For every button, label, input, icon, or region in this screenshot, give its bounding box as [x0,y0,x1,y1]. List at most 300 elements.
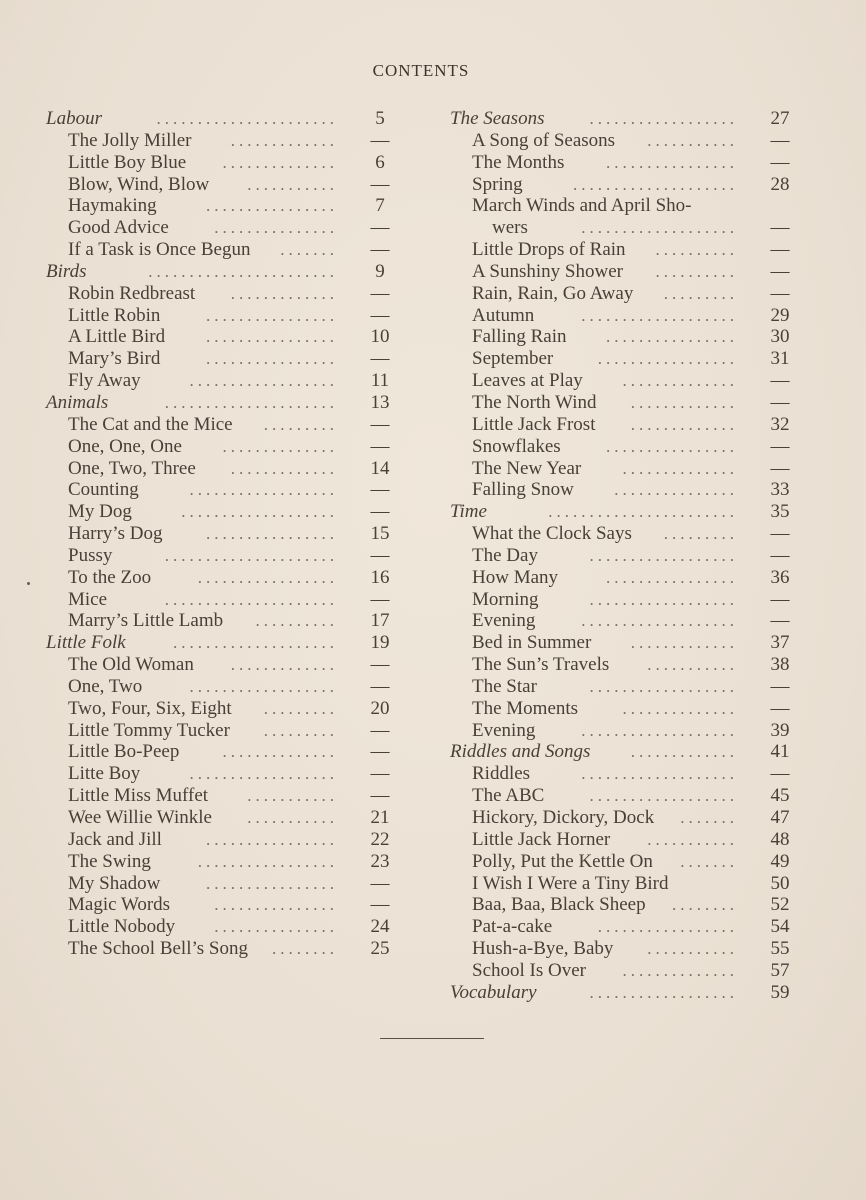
toc-entry [46,763,400,785]
toc-page-number: 59 [770,981,790,1003]
toc-page-number: 32 [770,413,790,435]
toc-page-number: — [370,741,390,763]
toc-entry [46,458,400,480]
toc-entry [450,152,800,174]
toc-entry [450,392,800,414]
toc-entry-title: Wee Willie Winkle [68,807,212,828]
toc-entry-title: The Moments [472,697,579,719]
toc-entry-title: Blow, Wind, Blow [68,173,210,195]
toc-entry [450,567,800,589]
toc-entry [46,894,400,916]
dot-leader: .............. [222,742,338,762]
toc-entry-title: Marry’s Little Lamb [68,610,224,632]
toc-page-number: 55 [770,938,790,960]
toc-entry-title: Evening [472,610,536,632]
end-rule [380,1038,484,1039]
toc-section-entry [450,108,800,130]
dot-leader: ........ [672,895,738,915]
toc-page-number: — [770,523,790,545]
toc-entry [46,130,400,152]
toc-entry-title: Morning [472,588,539,610]
toc-page-number: 24 [370,916,390,938]
dot-leader: ........... [247,786,338,806]
toc-entry-title: Polly, Put the Kettle On [472,850,653,872]
dot-leader: ......... [263,414,338,434]
toc-page-number: — [770,457,790,479]
toc-entry [450,545,800,567]
dot-leader: ........... [647,130,738,150]
toc-entry [46,326,400,348]
dot-leader: ........... [647,939,738,959]
toc-section-entry [46,261,400,283]
toc-entry-title: Rain, Rain, Go Away [472,282,634,304]
toc-entry-title: My Dog [68,501,132,523]
toc-entry-title: To the Zoo [68,566,152,588]
toc-page-number: 52 [770,894,790,916]
toc-page-number: 35 [770,501,790,523]
toc-entry-title: Autumn [472,304,535,326]
toc-entry [46,567,400,589]
toc-entry [450,130,800,152]
dot-leader: ........... [647,655,738,675]
dot-leader: ................ [606,436,738,456]
toc-entry [450,326,800,348]
toc-entry-title: Baa, Baa, Black Sheep [472,894,646,916]
toc-entry [450,261,800,283]
toc-entry [46,523,400,545]
dot-leader: ................... [181,502,338,522]
toc-entry [46,698,400,720]
dot-leader: ................. [597,917,738,937]
dot-leader: .............. [222,436,338,456]
toc-page-number: 28 [770,173,790,195]
toc-entry-title: The Star [472,675,537,697]
toc-page-number: — [370,501,390,523]
toc-entry [450,523,800,545]
toc-page-number: 14 [370,457,390,479]
toc-section-entry [46,632,400,654]
dot-leader: ............... [214,895,338,915]
toc-page-number: — [370,435,390,457]
toc-entry-title: The School Bell’s Song [68,938,248,960]
dot-leader: ................ [606,327,738,347]
toc-entry [46,654,400,676]
toc-page-number: — [370,129,390,151]
toc-entry-title: Riddles [472,763,531,785]
toc-entry-title: Little Miss Muffet [68,785,209,807]
dot-leader: ............. [230,130,338,150]
dot-leader: .................. [589,589,738,609]
toc-entry [46,152,400,174]
page-title: CONTENTS [372,61,470,80]
toc-page-number: 16 [370,566,390,588]
toc-page-number: — [770,544,790,566]
toc-entry [450,610,800,632]
toc-section-entry [450,741,800,763]
toc-entry [46,916,400,938]
toc-entry-title: A Song of Seasons [472,129,616,151]
toc-entry-title: Pussy [68,544,113,566]
toc-entry-title: Little Bo-Peep [68,741,180,763]
toc-entry-title: Spring [472,173,523,195]
dot-leader: ................. [197,567,338,587]
toc-entry [450,305,800,327]
toc-entry [46,305,400,327]
toc-entry [46,545,400,567]
toc-entry-title: Animals [46,391,109,413]
dot-leader: ................... [581,218,738,238]
dot-leader: .................. [589,676,738,696]
dot-leader: ...................... [156,109,338,128]
toc-entry [450,720,800,742]
toc-entry [450,873,800,895]
contents-left-column [46,108,400,960]
toc-page-number: 7 [375,195,385,217]
toc-page-number: 47 [770,807,790,828]
toc-entry-title: Labour [46,108,102,129]
toc-page-number: 30 [770,326,790,348]
dot-leader: ............. [230,283,338,303]
toc-entry-title: The Day [472,544,538,566]
dot-leader: ............... [214,218,338,238]
toc-page-number: — [770,282,790,304]
toc-entry-title: Jack and Jill [68,828,162,850]
toc-entry-title: Litte Boy [68,763,141,785]
toc-page-number: — [370,217,390,239]
toc-page-number: — [370,239,390,261]
toc-entry [450,851,800,873]
dot-leader: ................... [581,764,738,784]
toc-entry-title: Counting [68,479,139,501]
toc-entry-title: What the Clock Says [472,523,632,545]
toc-entry-title: The Old Woman [68,654,194,676]
toc-entry-title: Evening [472,719,536,741]
toc-entry [46,851,400,873]
toc-entry-title: Fly Away [68,370,141,392]
toc-entry-title: wers [492,217,528,239]
toc-entry [450,676,800,698]
toc-entry [450,414,800,436]
toc-page-number: — [770,435,790,457]
dot-leader: ............. [230,655,338,675]
toc-entry [450,960,800,982]
toc-entry [46,720,400,742]
toc-entry [450,370,800,392]
dot-leader: .................... [173,633,338,653]
dot-leader: ........ [272,939,338,959]
toc-page-number: 17 [370,610,390,632]
dot-leader: ........... [247,174,338,194]
dot-leader: ....... [680,808,738,827]
toc-entry [46,479,400,501]
toc-entry [46,436,400,458]
toc-entry-title: The Months [472,151,565,173]
toc-page-number: 10 [370,326,390,348]
toc-entry [46,938,400,960]
toc-entry-title: The Jolly Miller [68,129,192,151]
dot-leader: ..................... [164,392,338,412]
dot-leader: .............. [622,698,738,718]
toc-page-number: 57 [770,959,790,981]
toc-entry [450,938,800,960]
toc-entry-title: How Many [472,566,559,588]
toc-entry-title: Little Nobody [68,916,176,938]
toc-entry-title: Hush-a-Bye, Baby [472,938,614,960]
dot-leader: ................... [581,720,738,740]
contents-right-column [450,108,800,1004]
toc-entry-title: September [472,348,554,370]
toc-entry-title: My Shadow [68,872,161,894]
toc-entry-title: March Winds and April Sho- [472,195,692,217]
dot-leader: ................. [197,851,338,871]
toc-entry [450,829,800,851]
toc-page-number: 29 [770,304,790,326]
toc-entry [46,217,400,239]
toc-page-number: — [370,894,390,916]
toc-entry-title: Mary’s Bird [68,348,161,370]
toc-page-number: — [370,479,390,501]
toc-page-number: 9 [375,260,385,282]
toc-page-number: 23 [370,850,390,872]
dot-leader: ............. [230,458,338,478]
toc-entry-title: A Sunshiny Shower [472,260,623,282]
toc-page-number: — [370,654,390,676]
toc-entry [46,829,400,851]
dot-leader: .......... [655,261,738,281]
toc-page-number: — [770,675,790,697]
toc-section-entry [46,392,400,414]
toc-entry [450,894,800,916]
toc-entry [450,348,800,370]
toc-entry-title: Bed in Summer [472,632,592,654]
toc-page-number: — [370,785,390,807]
toc-entry-title: Birds [46,260,87,282]
toc-entry [450,458,800,480]
dot-leader: ..................... [164,589,338,609]
toc-entry [450,698,800,720]
toc-entry-title: Snowflakes [472,435,561,457]
toc-page-number: 21 [370,807,390,828]
toc-entry [450,436,800,458]
toc-entry [46,873,400,895]
toc-page-number: — [770,391,790,413]
dot-leader: ................... [581,611,738,631]
dot-leader: .................. [189,676,338,696]
toc-page-number: — [370,544,390,566]
dot-leader: ............. [630,633,738,653]
toc-entry-title: One, One, One [68,435,182,457]
toc-entry [450,589,800,611]
toc-entry [450,174,800,196]
toc-page-number: 36 [770,566,790,588]
dot-leader: ............. [630,742,738,762]
toc-page-number: — [770,610,790,632]
dot-leader: .................. [589,109,738,128]
toc-entry-title: Little Jack Horner [472,828,611,850]
dot-leader: ......... [663,524,738,544]
dot-leader: ................ [206,196,338,216]
dot-leader: ................ [206,829,338,849]
dot-leader: ................ [606,152,738,172]
toc-entry-title: Time [450,501,487,523]
toc-entry-title: Riddles and Songs [450,741,591,763]
dot-leader: ................... [581,305,738,325]
toc-page-number: 6 [375,151,385,173]
toc-entry-title: Robin Redbreast [68,282,196,304]
dot-leader: .............. [622,960,738,980]
dot-leader: ........... [247,808,338,827]
dot-leader: .................. [589,545,738,565]
dot-leader: ............... [614,480,738,500]
toc-page-number: — [370,413,390,435]
toc-entry-title: Falling Snow [472,479,574,501]
toc-page-number: 48 [770,828,790,850]
dot-leader: ......... [263,698,338,718]
toc-entry-title: One, Two [68,675,143,697]
toc-page-number: 50 [770,872,790,894]
toc-entry-title: Little Jack Frost [472,413,596,435]
toc-entry-title: Leaves at Play [472,370,583,392]
dot-leader: .............. [622,458,738,478]
toc-page-number: 31 [770,348,790,370]
toc-entry-title: A Little Bird [68,326,166,348]
toc-page-number: — [370,763,390,785]
toc-entry-title: Hickory, Dickory, Dock [472,807,655,828]
dot-leader: ....................... [548,502,738,522]
toc-entry [450,283,800,305]
toc-entry-title: Little Drops of Rain [472,239,626,261]
dot-leader: ........... [647,829,738,849]
toc-page-number: 27 [770,108,790,129]
toc-section-entry [450,501,800,523]
toc-section-entry [46,108,400,130]
dot-leader: .................. [189,480,338,500]
toc-page-number: 33 [770,479,790,501]
toc-entry-title: Pat-a-cake [472,916,553,938]
dot-leader: ......... [263,720,338,740]
toc-entry [46,610,400,632]
toc-page-number: — [370,675,390,697]
toc-entry [46,348,400,370]
toc-page-number: — [770,129,790,151]
dot-leader: ................ [206,327,338,347]
toc-entry-title: Vocabulary [450,981,537,1003]
toc-entry [46,785,400,807]
toc-page-number: 11 [370,370,390,392]
toc-entry-title: Little Tommy Tucker [68,719,230,741]
toc-entry-title: Falling Rain [472,326,567,348]
dot-leader: .................. [589,786,738,806]
toc-entry-title: The ABC [472,785,545,807]
toc-entry [450,239,800,261]
toc-entry-title: Mice [68,588,108,610]
toc-page-number: 15 [370,523,390,545]
toc-entry-title: Harry’s Dog [68,523,163,545]
toc-page-number: 38 [770,654,790,676]
toc-page-number: — [370,348,390,370]
toc-entry-title: I Wish I Were a Tiny Bird [472,872,669,894]
toc-entry [450,632,800,654]
toc-page-number: 45 [770,785,790,807]
toc-entry-title: Little Folk [46,632,126,654]
toc-entry [46,501,400,523]
toc-page-number: — [370,282,390,304]
toc-entry-title: The Seasons [450,108,545,129]
dot-leader: .................. [189,371,338,391]
toc-entry-title: If a Task is Once Begun [68,239,251,261]
toc-entry-title: The Cat and the Mice [68,413,233,435]
toc-page-number: 49 [770,850,790,872]
dot-leader: ................ [606,567,738,587]
paper-speck [27,582,30,585]
toc-page-number: — [770,370,790,392]
toc-entry [450,217,800,239]
toc-page-number: — [370,304,390,326]
toc-entry-title: Little Robin [68,304,161,326]
toc-entry-title: Good Advice [68,217,169,239]
toc-page-number: — [770,260,790,282]
dot-leader: ......... [663,283,738,303]
dot-leader: .................... [573,174,738,194]
toc-page-number: 41 [770,741,790,763]
dot-leader: ................ [206,524,338,544]
toc-page-number: — [770,239,790,261]
toc-page-number: 13 [370,391,390,413]
dot-leader: ................. [597,349,738,369]
toc-page-number: — [370,719,390,741]
toc-page-number: 19 [370,632,390,654]
toc-entry-title: The Swing [68,850,151,872]
toc-entry [450,654,800,676]
toc-entry [46,414,400,436]
toc-page-number: 20 [370,697,390,719]
toc-entry-title: Two, Four, Six, Eight [68,697,232,719]
toc-page-number: — [370,588,390,610]
toc-entry [46,807,400,829]
dot-leader: ................ [206,349,338,369]
dot-leader: .................. [589,982,738,1002]
toc-entry [46,174,400,196]
toc-entry [46,676,400,698]
toc-entry [46,741,400,763]
toc-page-number: — [770,151,790,173]
dot-leader: ....... [280,240,338,260]
toc-entry [450,763,800,785]
dot-leader: ............. [630,414,738,434]
toc-entry [450,916,800,938]
toc-page-number: 5 [375,108,385,129]
dot-leader: ....................... [148,261,338,281]
toc-entry-title: Haymaking [68,195,157,217]
toc-page-number: — [370,173,390,195]
toc-entry-title: The New Year [472,457,582,479]
dot-leader: .................. [189,764,338,784]
toc-page-number: — [770,588,790,610]
toc-entry-title: The Sun’s Travels [472,654,610,676]
toc-entry [46,370,400,392]
toc-entry-title: Magic Words [68,894,171,916]
toc-page-number: 25 [370,938,390,960]
toc-entry [46,589,400,611]
toc-entry-title: The North Wind [472,391,597,413]
toc-entry [450,807,800,829]
toc-entry [46,283,400,305]
toc-entry [450,195,800,217]
toc-page-number: — [770,763,790,785]
dot-leader: ................ [206,873,338,893]
dot-leader: ................ [206,305,338,325]
dot-leader: .............. [222,152,338,172]
